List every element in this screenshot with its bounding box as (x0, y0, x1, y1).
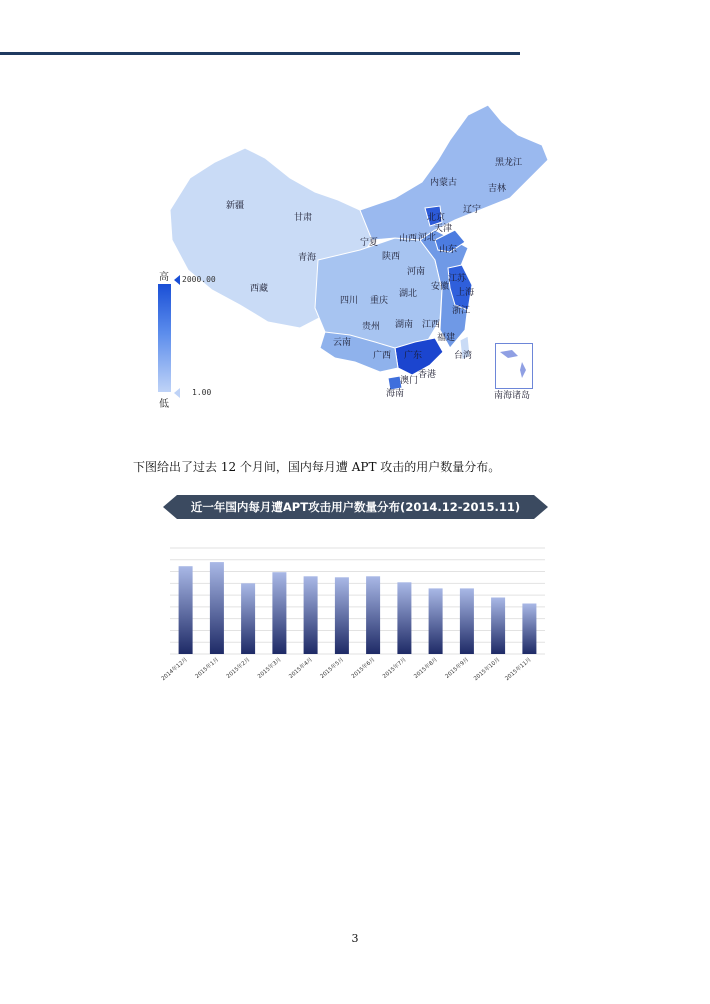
x-tick-label: 2015年2月 (225, 656, 252, 680)
x-tick-label: 2015年6月 (350, 656, 377, 680)
x-tick-label: 2015年9月 (444, 656, 471, 680)
bar-2015年6月 (366, 576, 380, 654)
header-rule (0, 52, 520, 55)
legend-low-label: 低 (159, 399, 169, 410)
x-tick-label: 2015年7月 (381, 656, 408, 680)
map-label-chongqing: 重庆 (370, 296, 389, 306)
x-tick-label: 2015年4月 (288, 656, 314, 680)
map-label-liaoning: 辽宁 (463, 205, 482, 215)
map-label-hunan: 湖南 (395, 320, 414, 330)
map-label-beijing: 北京 (427, 213, 446, 223)
map-label-anhui: 安徽 (431, 282, 450, 292)
page-number: 3 (351, 932, 359, 945)
map-label-shanghai: 上海 (456, 288, 475, 298)
map-label-sichuan: 四川 (340, 296, 359, 306)
bar-2015年4月 (304, 576, 318, 654)
bar-2015年2月 (241, 583, 255, 654)
bar-2014年12月 (179, 566, 193, 654)
chart-title: 近一年国内每月遭APT攻击用户数量分布(2014.12-2015.11) (190, 500, 521, 514)
x-tick-label: 2015年10月 (473, 656, 502, 683)
map-label-macau: 澳门 (400, 376, 419, 386)
map-label-hainan: 海南 (386, 389, 405, 399)
legend-min-marker (174, 388, 180, 398)
map-label-guangdong: 广东 (404, 351, 423, 361)
x-tick-label: 2015年3月 (256, 656, 283, 680)
bar-2015年3月 (272, 572, 286, 654)
map-label-qinghai: 青海 (298, 253, 317, 263)
bar-2015年5月 (335, 577, 349, 654)
bar-2015年1月 (210, 562, 224, 654)
map-label-heilongjiang: 黑龙江 (495, 158, 523, 168)
south-sea-inset (495, 343, 533, 389)
map-label-hebei: 河北 (418, 233, 437, 243)
chart-title-banner (163, 495, 548, 519)
china-map (150, 100, 560, 410)
map-label-fujian: 福建 (437, 333, 456, 343)
bar-2015年11月 (522, 604, 536, 655)
x-tick-label: 2015年8月 (413, 656, 439, 680)
x-tick-label: 2015年11月 (504, 656, 533, 683)
south-sea-inset-svg (496, 344, 532, 388)
bar-2015年7月 (397, 582, 411, 654)
map-label-xinjiang: 新疆 (226, 201, 245, 211)
map-label-jiangsu: 江苏 (448, 274, 467, 284)
map-label-hubei: 湖北 (399, 289, 418, 299)
x-tick-label: 2014年12月 (160, 656, 189, 683)
map-label-zhejiang: 浙江 (452, 306, 471, 316)
legend-gradient-bar (158, 284, 171, 392)
south-sea-label: 南海诸岛 (494, 391, 531, 401)
map-label-guangxi: 广西 (373, 351, 392, 361)
map-label-jilin: 吉林 (488, 184, 507, 194)
legend-min-value: 1.00 (192, 388, 212, 397)
map-label-shanxi: 山西 (399, 234, 418, 244)
legend-max-value: 2000.00 (182, 275, 216, 284)
x-tick-label: 2015年5月 (319, 656, 346, 680)
map-label-neimenggu: 内蒙古 (430, 178, 458, 188)
map-label-henan: 河南 (407, 267, 426, 277)
map-label-shandong: 山东 (439, 245, 458, 255)
x-tick-label: 2015年1月 (194, 656, 221, 680)
bar-2015年9月 (460, 588, 474, 654)
map-northeast-region (360, 105, 548, 240)
legend-max-marker (174, 275, 180, 285)
map-label-ningxia: 宁夏 (360, 238, 379, 248)
map-label-xizang: 西藏 (250, 284, 269, 294)
caption: 下图给出了过去 12 个月间，国内每月遭 APT 攻击的用户数量分布。 (133, 460, 501, 474)
bar-2015年8月 (429, 588, 443, 654)
map-label-hongkong: 香港 (418, 370, 437, 380)
map-label-yunnan: 云南 (333, 338, 352, 348)
map-label-taiwan: 台湾 (454, 351, 473, 361)
bar-2015年10月 (491, 598, 505, 655)
map-label-gansu: 甘肃 (294, 213, 313, 223)
map-label-shaanxi: 陕西 (382, 252, 401, 262)
legend-high-label: 高 (159, 272, 169, 283)
map-label-jiangxi: 江西 (422, 320, 441, 330)
map-label-guizhou: 贵州 (362, 322, 381, 332)
bar-chart-svg (155, 538, 555, 703)
map-label-tianjin: 天津 (434, 224, 453, 234)
bar-chart (155, 538, 555, 703)
